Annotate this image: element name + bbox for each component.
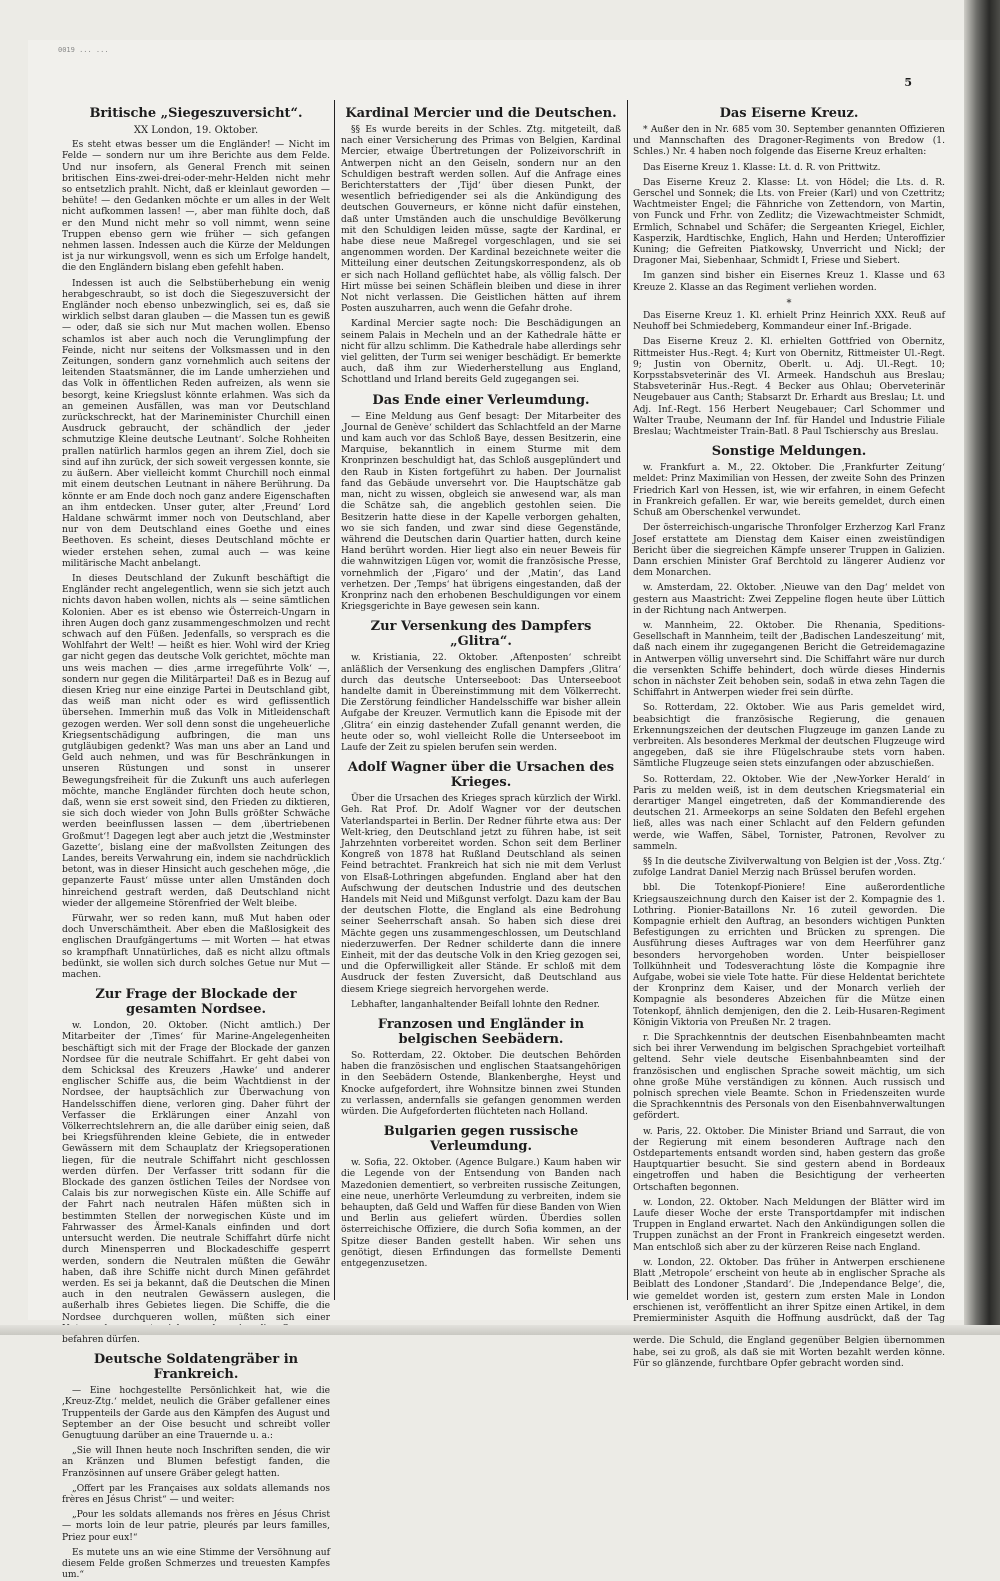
article-paragraph: So. Rotterdam, 22. Oktober. Wie der ‚New-Yorker Herald‘ in Paris zu melden weiß, ist in dem deutschen Kriegsmaterial ein derartiger Mangel eingetreten, daß der Kommandierende des deutschen 21. Armeekorps an seine Soldaten den Befehl ergehen ließ, alles was nach einer Schlacht auf den Feldern gefunden werde, wie Waffen, Säbel, Tornister, Patronen, Revolver zu sammeln. <box>633 774 945 852</box>
article-paragraph: Im ganzen sind bisher ein Eisernes Kreuz 1. Klasse und 63 Kreuze 2. Klasse an das Regiment verliehen worden. <box>633 271 945 293</box>
article-paragraph: w. London, 22. Oktober. Nach Meldungen der Blätter wird im Laufe dieser Woche der erste Transportdampfer mit indischen Truppen in England erwartet. Nach den Ankündigungen sollen die Truppen zunächst an der Front in Frankreich eingesetzt werden. Man entschloß sich aber zu der kürzeren Reise nach England. <box>633 1197 945 1253</box>
article-heading: Britische „Siegeszuversicht“. <box>89 106 303 121</box>
article-paragraph: * Außer den in Nr. 685 vom 30. September genannten Offizieren und Mannschaften des Dragoner-Regiments von Bredow (1. Schles.) Nr. 4 haben noch folgende das Eiserne Kreuz erhalten: <box>633 125 945 158</box>
article-paragraph: Über die Ursachen des Krieges sprach kürzlich der Wirkl. Geh. Rat Prof. Dr. Adolf Wagner vor der deutschen Vaterlandspartei in Berlin. Der Redner führte etwa aus: Der Welt-krieg, den Deutschland jetzt zu führen habe, ist seit Jahrzehnten vorbereitet worden. Schon seit dem Berliner Kongreß von 1878 hat Rußland Deutschland als seinen Feind betrachtet. Frankreich hat sich nie mit dem Verlust von Elsaß-Lothringen abgefunden. England aber hat den Aufschwung der deutschen Industrie und des deutschen Handels mit Neid und Mißgunst verfolgt. Dazu kam der Bau der deutschen Flotte, die England als eine Bedrohung seiner Seeherrschaft ansah. So haben sich diese drei Mächte gegen uns zusammengeschlossen, um Deutschland niederzuwerfen. Der Redner schilderte dann die innere Einheit, mit der das deutsche Volk in den Krieg gezogen sei, und die Opferwilligkeit aller Stände. Er schloß mit dem Ausdruck der festen Zuversicht, daß Deutschland aus diesem Kriege siegreich hervorgehen werde. <box>341 794 621 995</box>
column-rule-2 <box>627 100 628 1300</box>
article-paragraph: In dieses Deutschland der Zukunft beschäftigt die Engländer recht angelegentlich, wenn sie sich jetzt auch nichts davon haben wollen, nichts als — seine sämtlichen Kolonien. Aber es ist ebenso wie Österreich-Ungarn in ihren Augen doch ganz zusammengeschmolzen und recht schwach auf den Füßen. Jedenfalls, so versprach es die Wohlfahrt der Welt! — heißt es hier. Wohl wird der Krieg gar nicht gegen das deutsche Volk gerichtet, möchte man uns weis machen — dies ‚arme irregeführte Volk‘ —, sondern nur gegen die Militärpartei! Daß es in Bezug auf diesen Krieg nur eine einzige Partei in Deutschland gibt, das weiß man nicht oder es wird geflissentlich übersehen. Immerhin muß das Volk in Mitleidenschaft gezogen werden. Wer soll denn sonst die ungeheuerliche Kriegsentschädigung aufbringen, die man uns gutgläubigen gedenkt? Was man uns aber an Land und Geld auch nehmen, und was für Beschränkungen in unseren Rüstungen und sonst in unserer Bewegungsfreiheit für die Zukunft uns auch auferlegen möchte, manche Engländer fürchten doch heute schon, daß, wenn sie erst soweit sind, den Frieden zu diktieren, sie sich doch wieder von John Bulls größter Schwäche werden beeinflussen lassen — dem ‚übertriebenen Großmut‘! Dagegen legt aber auch jetzt die ‚Westminster Gazette‘, bislang eine der maßvollsten Zeitungen des Landes, bereits Verwahrung ein, indem sie nachdrücklich betont, was in dieser Hinsicht auch geschehen möge, ‚die gepanzerte Faust‘ müsse unter allen Umständen doch hinreichend gestraft werden, daß Deutschland nicht wieder der allgemeine Störenfried der Welt bleibe. <box>62 573 330 909</box>
article-heading: Kardinal Mercier und die Deutschen. <box>345 106 617 121</box>
article-paragraph: So. Rotterdam, 22. Oktober. Wie aus Paris gemeldet wird, beabsichtigt die französische Regierung, die genauen Erkennungszeichen der deutschen Flugzeuge im ganzen Lande zu verbreiten. Als besonderes Merkmal der deutschen Flugzeuge wird angegeben, daß sie ihre Flügelschraube stets vorn haben. Sämtliche Flugzeuge seien stets einzufangen oder abzuschießen. <box>633 703 945 770</box>
article-heading: Adolf Wagner über die Ursachen des Krieges. <box>347 760 615 791</box>
article-paragraph: §§ Es wurde bereits in der Schles. Ztg. mitgeteilt, daß nach einer Versicherung des Primas von Belgien, Kardinal Mercier, etwaige Übertretungen der Polizeivorschrift in Antwerpen nicht an den Geiseln, sondern nur an den Schuldigen bestraft werden sollen. Auf die Anfrage eines Berichterstatters der ‚Tijd‘ über diesen Punkt, der wesentlich befriedigender sei als die Ankündigung des deutschen Gouverneurs, er könne nicht dafür einstehen, daß unter Umständen auch die unschuldige Bevölkerung mit den Schuldigen leiden müsse, sagte der Kardinal, er habe diese neue Maßregel vorgeschlagen, und sie sei angenommen worden. Der Kardinal bezeichnete weiter die Mitteilung einer deutschen Zeitungskorrespondenz, als ob er sich nach Holland geflüchtet habe, als völlig falsch. Der Hirt müsse bei seinen Schäflein bleiben und diese in ihrer Not nicht verlassen. Die Geistlichen hätten auf ihrem Posten auszuharren, auch wenn die Gefahr drohe. <box>341 125 621 315</box>
dateline: XX London, 19. Oktober. <box>133 125 259 136</box>
article-paragraph: w. London, 22. Oktober. Das früher in Antwerpen erschienene Blatt ‚Metropole‘ erscheint von heute ab in englischer Sprache als Beiblatt des Londoner ‚Standard‘. Die ‚Independance Belge‘, die, wie gemeldet worden ist, gestern zum ersten Male in London erschienen ist, veröffentlicht an ihrer Spitze einen Artikel, in dem Premierminister Asquith die Hoffnung ausdrückt, daß der Tag werde. Die Schuld, die England gegenüber Belgien übernommen habe, sei zu groß, als daß sie mit Worten bezahlt werden könne. Für so glänzende, furchtbare Opfer gebracht worden sind. <box>633 1257 945 1369</box>
article-paragraph: Kardinal Mercier sagte noch: Die Beschädigungen an seinem Palais in Mecheln und an der Kathedrale hätte er nicht für allzu schlimm. Die Kathedrale habe allerdings sehr viel gelitten, der Turm sei weniger beschädigt. Er bemerkte auch, daß ihm zur Wiederherstellung aus England, Schottland und Irland bereits Geld zugegangen sei. <box>341 319 621 386</box>
corner-marking: 0019 ... ... <box>58 46 109 54</box>
article-paragraph: „Pour les soldats allemands nos frères en Jésus Christ — morts loin de leur patrie, pleurés par leurs familles, Priez pour eux!“ <box>62 1510 330 1543</box>
article-paragraph: Fürwahr, wer so reden kann, muß Mut haben oder doch Unverschämtheit. Aber eben die Maßlosigkeit des englischen Draufgängertums — mit Worten — hat etwas so krampfhaft Unnatürliches, daß es nicht allzu oftmals bedünkt, sie wollen sich durch solches Getue nur Mut — machen. <box>62 914 330 981</box>
article-paragraph: w. Kristiania, 22. Oktober. ‚Aftenposten‘ schreibt anläßlich der Versenkung des englischen Dampfers ‚Glitra‘ durch das deutsche Unterseeboot: Das Unterseeboot handelte damit in Übereinstimmung mit dem Völkerrecht. Die Zerstörung feindlicher Handelsschiffe war bisher allein Aufgabe der Kreuzer. Vermutlich kann die Episode mit der ‚Glitra‘ ein einzig dastehender Zufall genannt werden, die heute oder so, wohl vielleicht Rolle die Unterseeboot im Laufe der Zeit zu spielen berufen sein werden. <box>341 653 621 753</box>
article-paragraph: §§ In die deutsche Zivilverwaltung von Belgien ist der ‚Voss. Ztg.‘ zufolge Landrat Daniel Merzig nach Brüssel berufen worden. <box>633 856 945 879</box>
article-paragraph: Das Eiserne Kreuz 2. Klasse: Lt. von Hödel; die Lts. d. R. Gerschel und Sonnek; die Lts. von Freier (Karl) und von Czettritz; Wachtmeister Engel; die Fähnriche von Zettendorn, von Martin, von Funck und Frhr. von Zedlitz; die Vizewachtmeister Schmidt, Ermlich, Schnabel und Schäfer; die Sergeanten Kriegel, Eichler, Kasperzik, Hardtischke, Englich, Hahn und Herden; Unteroffizier Kuning; die Gefreiten Piatkowsky, Unverricht und Nickl; der Dragoner Mai, Siebenhaar, Schmidt I, Friese und Siebert. <box>633 177 945 267</box>
article-paragraph: Lebhafter, langanhaltender Beifall lohnte den Redner. <box>351 999 600 1010</box>
article-paragraph: r. Die Sprachkenntnis der deutschen Eisenbahnbeamten macht sich bei ihrer Verwendung im belgischen Sprachgebiet vorteilhaft geltend. Sehr viele deutsche Eisenbahnbeamten sind der französischen und englischen Sprache soweit mächtig, um sich ohne große Mühe verständigen zu können. Auch russisch und polnisch sprechen viele Beamte. Schon in Friedenszeiten wurde die Sprachkenntnis des Personals von den Eisenbahnverwaltungen gefördert. <box>633 1033 945 1122</box>
article-heading: Zur Frage der Blockade der gesamten Nordsee. <box>95 987 297 1018</box>
article-paragraph: w. Frankfurt a. M., 22. Oktober. Die ‚Frankfurter Zeitung‘ meldet: Prinz Maximilian von Hessen, der zweite Sohn des Prinzen Friedrich Karl von Hessen, ist, wie wir erfahren, in einem Gefecht in Frankreich gefallen. Er war, wie bereits gemeldet, durch einen Schuß am Oberschenkel verwundet. <box>633 463 945 519</box>
section-separator: * <box>786 297 792 309</box>
article-paragraph: Der österreichisch-ungarische Thronfolger Erzherzog Karl Franz Josef erstattete am Dienstag dem Kaiser einen zweistündigen Bericht über die siegreichen Kämpfe unserer Truppen in Galizien. Dann erschien Minister Graf Berchtold zu längerer Audienz vor dem Monarchen. <box>633 523 945 579</box>
article-heading: Franzosen und Engländer in belgischen Seebädern. <box>377 1017 585 1048</box>
article-paragraph: w. London, 20. Oktober. (Nicht amtlich.) Der Mitarbeiter der ‚Times‘ für Marine-Angelegenheiten beschäftigt sich mit der Frage der Blockade der ganzen Nordsee für die neutrale Schiffahrt. Er geht dabei von dem Schicksal des Kreuzers ‚Hawke‘ und anderer englischer Schiffe aus, die beim Wachtdienst in der Nordsee, der hauptsächlich zur Überwachung von Handelsschiffen diene, verloren ging. Daher führt der Verfasser die Erklärungen einer Anzahl von Völkerrechtslehrern an, die alle darüber einig seien, daß bei Kriegsführenden kleine Gebiete, die in entweder Gewässern mit dem Schauplatz der Kriegsoperationen liegen, für die neutrale Schiffahrt nicht geschlossen werden dürfen. Der Verfasser tritt sodann für die Blockade des ganzen östlichen Teiles der Nordsee von Calais bis zur norwegischen Küste ein. Alle Schiffe auf der Fahrt nach neutralen Häfen müßten sich in bestimmten Stellen der norwegischen Küste und im Fahrwasser des Ärmel-Kanals einfinden und dort untersucht werden. Die neutrale Schiffahrt dürfe nicht durch Minensperren und Blockadeschiffe gesperrt werden, sondern die Neutralen müßten die Gewähr haben, daß ihre Schiffe nicht durch Minen gefährdet werden. Es sei ja bekannt, daß die Deutschen die Minen auch in den neutralen Gewässern auslegen, die außerhalb ihres Gebietes liegen. Die Schiffe, die die Nordsee durchqueren wollen, müßten sich einer befahren dürfen. <box>62 1021 330 1345</box>
article-paragraph: Das Eiserne Kreuz 1. Klasse: Lt. d. R. von Prittwitz. <box>643 162 881 173</box>
binding-edge-shadow <box>964 0 1000 1335</box>
article-paragraph: w. Paris, 22. Oktober. Die Minister Briand und Sarraut, die von der Regierung mit einem besonderen Auftrage nach den Ostdepartements entsandt worden sind, haben gestern das große Hauptquartier besucht. Sie sind gestern abend in Bordeaux eingetroffen und haben die Besichtigung der verheerten Ortschaften begonnen. <box>633 1126 945 1193</box>
article-paragraph: Es mutete uns an wie eine Stimme der Versöhnung auf diesem Felde großen Schmerzes und treuesten Kampfes um.“ <box>62 1547 330 1581</box>
article-paragraph: „Sie will Ihnen heute noch Inschriften senden, die wir an Kränzen und Blumen befestigt fanden, die Französinnen auf unsere Gräber gelegt hatten. <box>62 1446 330 1479</box>
column-2 <box>341 100 621 1304</box>
bottom-edge-shadow <box>0 1325 1000 1335</box>
article-paragraph: So. Rotterdam, 22. Oktober. Die deutschen Behörden haben die französischen und englischen Staatsangehörigen in den Seebädern Ostende, Blankenberghe, Heyst und Knocke aufgefordert, ihre Wohnsitze binnen zwei Stunden zu verlassen, andernfalls sie gefangen genommen werden würden. Die Aufgeforderten flüchteten nach Holland. <box>341 1051 621 1118</box>
article-paragraph: Indessen ist auch die Selbstüberhebung ein wenig herabgeschraubt, so ist doch die Siegeszuversicht der Engländer noch ebenso unbezwinglich, sei es, daß sie wirklich selbst daran glauben — die Massen tun es gewiß — oder, daß sie sich nur Mut machen wollen. Ebenso schamlos ist aber auch noch die Verunglimpfung der Feinde, nicht nur seitens der Volksmassen und in den Zeitungen, sondern ganz vornehmlich auch seitens der leitenden Staatsmänner, die im Lande umherziehen und das Volk in öffentlichen Reden aufreizen, als wenn sie besorgt, keine Kriegslust könnte erlahmen. Was sich da an gemeinen Ausfällen, was man vor Deutschland zurückschreckt, hat der Marineminister Churchill einen Ausdruck gebraucht, der schändlich der ‚jeder schmutzige Kleine deutsche Leutnant‘. Solche Rohheiten prallen natürlich harmlos gegen an ihrem Ziel, doch sie sind auf ihn zurück, der sich soweit vergessen konnte, sie zu äußern. Aber vielleicht kommt Churchill noch einmal mit einem deutschen Leutnant in nähere Berührung. Da könnte er am Ende doch noch ganz andere Eigenschaften an ihm entdecken. Unser guter, alter ‚Freund‘ Lord Haldane schwärmt immer noch von Deutschland, aber nur von dem Deutschland eines Goethe und eines Beethoven. Es scheint, dieses Deutschland möchte er wieder erstehen sehen, zumal auch — was keine militärische Macht anbelangt. <box>62 278 330 569</box>
column-rule-1 <box>334 100 335 1300</box>
article-heading: Zur Versenkung des Dampfers „Glitra“. <box>370 619 592 650</box>
article-paragraph: Das Eiserne Kreuz 2. Kl. erhielten Gottfried von Obernitz, Rittmeister Hus.-Regt. 4; Kurt von Obernitz, Rittmeister Ul.-Regt. 9; Justin von Obernitz, Oberlt. u. Adj. Ul.-Regt. 10; Korpsstabsveterinär des VI. Armeek. Handschuh aus Breslau; Stabsveterinär Hus.-Regt. 4 Becker aus Ohlau; Oberveterinär Neugebauer aus Canth; Stabsarzt Dr. Erhardt aus Breslau; Lt. und Adj. Inf.-Regt. 156 Herbert Neugebauer; Carl Schommer und Walter Traube, Neumann der Inf. für Handel und Industrie Filiale Breslau; Wachtmeister Train-Batl. 8 Paul Tschierschy aus Breslau. <box>633 337 945 438</box>
article-paragraph: — Eine hochgestellte Persönlichkeit hat, wie die ‚Kreuz-Ztg.‘ meldet, neulich die Gräber gefallener eines Truppenteils der Garde aus den Kämpfen des August und September an der Oise besucht und schreibt voller Genugtuung darüber an eine Trauernde u. a.: <box>62 1386 330 1441</box>
article-heading: Bulgarien gegen russische Verleumdung. <box>383 1124 579 1155</box>
article-heading: Das Eiserne Kreuz. <box>719 106 859 121</box>
column-1 <box>62 100 330 1581</box>
article-paragraph: w. Amsterdam, 22. Oktober. ‚Nieuwe van den Dag‘ meldet von gestern aus Maastricht: Zwei Zeppeline flogen heute über Lüttich in der Richtung nach Antwerpen. <box>633 583 945 616</box>
page-number: 5 <box>904 76 912 89</box>
column-3 <box>633 100 945 1369</box>
article-paragraph: bbl. Die Totenkopf-Pioniere! Eine außerordentliche Kriegsauszeichnung durch den Kaiser ist der 2. Kompagnie des 1. Lothring. Pionier-Bataillons Nr. 16 zuteil geworden. Die Kompagnie erhielt den Auftrag, an besonders wichtigen Punkten Befestigungen zu errichten und Brücken zu sprengen. Die Ausführung dieses Auftrages war von dem Heerführer ganz besonders hervorgehoben worden. Unter beispielloser Tollkühnheit und Todesverachtung löste die Kompagnie ihre Aufgabe, wobei sie viele Tote hatte. Für diese Heldentat berichtete der Kronprinz dem Kaiser, und der Monarch verlieh der Kompagnie als besonderes Abzeichen für die Mütze einen Totenkopf, ähnlich demjenigen, den die 2. Leib-Husaren-Regiment Königin Viktoria von Preußen Nr. 2 tragen. <box>633 883 945 1028</box>
article-paragraph: „Offert par les Françaises aux soldats allemands nos frères en Jésus Christ“ — und weiter: <box>62 1483 330 1505</box>
article-paragraph: w. Mannheim, 22. Oktober. Die Rhenania, Speditions-Gesellschaft in Mannheim, teilt der ‚Badischen Landeszeitung‘ mit, daß nach einem ihr zugegangenen Bericht die Getreidemagazine in Antwerpen völlig unversehrt sind. Die Schiffahrt wäre nur durch die versenkten Schiffe behindert, doch würde dieses Hindernis schon in nächster Zeit behoben sein, sodaß in etwa zehn Tagen die Schiffahrt in Antwerpen wieder frei sein dürfte. <box>633 620 945 699</box>
article-paragraph: — Eine Meldung aus Genf besagt: Der Mitarbeiter des ‚Journal de Genève‘ schildert das Schlachtfeld an der Marne und kam auch vor das Schloß Baye, dessen Besitzerin, eine Marquise, bekanntlich in einem Sturme mit dem Kronprinzen beschuldigt hat, das Schloß ausgeplündert und den Raub in Kisten fortgeführt zu haben. Der Journalist fand das Gebäude unversehrt vor. Die Hauptschätze gab man, nicht zu wissen, obgleich sie anwesend war, als man die Schätze sah, die angeblich gestohlen seien. Die Besitzerin hatte diese in der Kapelle verborgen gehalten, wo sie sich fanden, und zwar sind diese Gegenstände, während die Deutschen darin Quartier hatten, durch keine Hand berührt worden. Hier liegt also ein neuer Beweis für die wahnwitzigen Lügen vor, womit die französische Presse, vornehmlich der ‚Figaro‘ und der ‚Matin‘, das Land verhetzen. Der ‚Temps‘ hat übrigens eingestanden, daß der Kronprinz nach den erhobenen Beschuldigungen vor einem Kriegsgerichte in Baye gewesen sein kann. <box>341 411 621 613</box>
article-paragraph: w. Sofia, 22. Oktober. (Agence Bulgare.) Kaum haben wir die Legende von der Entsendung von Banden nach Mazedonien dementiert, so verbreiten russische Zeitungen, eine neue, unerhörte Verleumdung zu verbreiten, indem sie behaupten, daß Geld und Waffen für diese Banden von Wien und Berlin aus geliefert würden. Überdies sollen österreichische Offiziere, die durch Sofia kommen, an der Spitze dieser Banden gestellt haben. Wir sehen uns genötigt, diesen Erfindungen das formellste Dementi entgegenzusetzen. <box>341 1158 621 1270</box>
article-paragraph: Es steht etwas besser um die Engländer! — Nicht im Felde — sondern nur um ihre Berichte aus dem Felde. Und nur insofern, als General French mit seinen britischen Eins-zwei-drei-oder-mehr-Helden nicht mehr so entsetzlich prahlt. Nicht, daß er kleinlaut geworden — behüte! — den Gedanken möchte er um alles in der Welt nicht aufkommen lassen! —, aber man fühlte doch, daß er den Mund nicht mehr so voll nimmt, wenn seine Truppen ebenso gern wie früher — sich gefangen nehmen lassen. Indessen auch die Kürze der Meldungen ist ja nur wirkungsvoll, wenn es sich um Erfolge handelt, die den Engländern bislang eben gefehlt haben. <box>62 140 330 274</box>
article-paragraph: Das Eiserne Kreuz 1. Kl. erhielt Prinz Heinrich XXX. Reuß auf Neuhoff bei Schmiedeberg, Kommandeur einer Inf.-Brigade. <box>633 311 945 333</box>
article-heading: Deutsche Soldatengräber in Frankreich. <box>93 1352 299 1383</box>
article-heading: Das Ende einer Verleumdung. <box>372 392 590 408</box>
article-heading: Sonstige Meldungen. <box>711 444 867 460</box>
newspaper-page <box>28 40 972 1581</box>
